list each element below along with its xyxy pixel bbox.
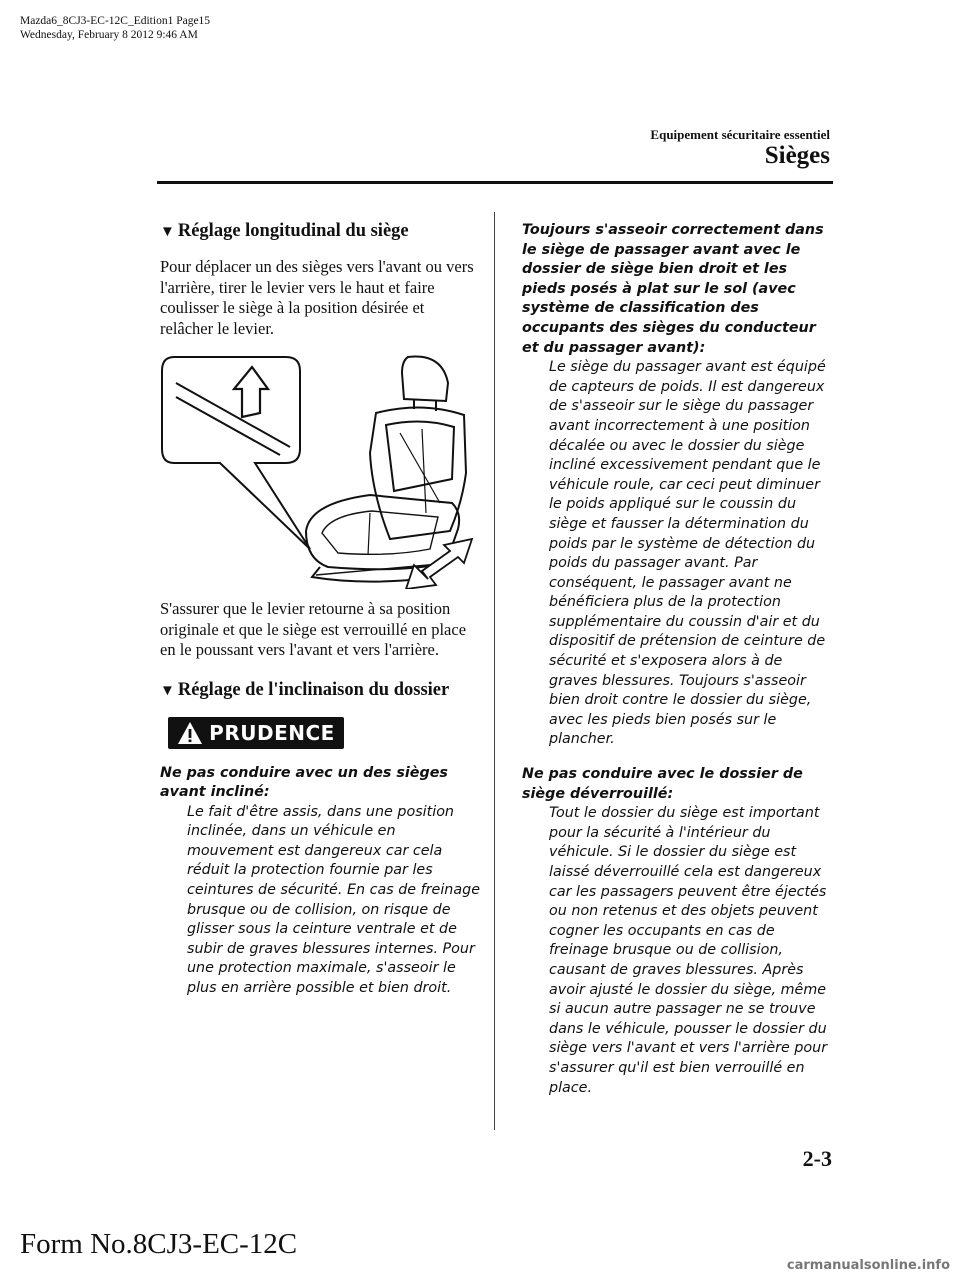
warning-posture-text: Le siège du passager avant est équipé de capteurs de poids. Il est dangereux de s'asseoir sur le siège du passager avant incorrectement à une position décalée ou avec le dossier du siège incliné excessivement pendant que le véhicule roule, car ceci peut diminuer le poids appliqué sur le coussin du siège et fausser la détermination du poids par le système de détection du poids du passager avant. Par conséquent, le passager avant ne bénéficiera plus de la protection supplémentaire du coussin d'air et du dispositif de prétension de ceinture de sécurité et s'exposera alors à de graves blessures. Toujours s'asseoir bien droit contre le dossier du siège, avec les pieds bien posés sur le plancher. [549, 359, 826, 748]
warning-reclined-text: Le fait d'être assis, dans une position inclinée, dans un véhicule en mouvement est dangereux car cela réduit la protection fournie par les ceintures de sécurité. En cas de freinage brusque ou de collision, on risque de glisser sous la ceinture ventrale et de subir de graves blessures internes. Pour une protection maximale, s'asseoir le plus en arrière possible et bien droit. [187, 803, 480, 997]
section-heading-longitudinal: ▼ Réglage longitudinal du siège [160, 221, 409, 241]
section-heading-recline: ▼ Réglage de l'inclinaison du dossier [160, 679, 450, 700]
header-rule [157, 181, 833, 184]
watermark: carmanualsonline.info [786, 1258, 950, 1273]
page-number: 2-3 [802, 1146, 832, 1171]
seat-adjustment-illustration [160, 353, 482, 589]
form-number: Form No.8CJ3-EC-12C [20, 1228, 298, 1260]
print-info [20, 14, 210, 42]
warning-triangle-icon [177, 721, 203, 745]
column-divider [494, 212, 495, 1130]
warning-posture-title: Toujours s'asseoir correctement dans le siège de passager avant avec le dossier de siège bien droit et les pieds posés à plat sur le sol (avec système de classification des occupants des sièges du conducteur et du passager avant): [522, 222, 824, 356]
print-info-date: Wednesday, February 8 2012 9:46 AM [20, 29, 198, 41]
warning-unlocked-title: Ne pas conduire avec le dossier de siège déverrouillé: [522, 766, 803, 802]
triangle-down-icon: ▼ [160, 224, 175, 240]
paragraph-longitudinal-instructions: Pour déplacer un des sièges vers l'avant ou vers l'arrière, tirer le levier vers le haut et faire coulisser le siège à la position désirée et relâcher le levier. [160, 257, 474, 338]
paragraph-lock-check: S'assurer que le levier retourne à sa position originale et que le siège est verrouillé en place en le poussant vers l'avant et vers l'arrière. [160, 599, 467, 659]
page-title: Sièges [764, 142, 830, 169]
left-column [160, 219, 480, 999]
triangle-down-icon: ▼ [160, 682, 175, 699]
print-info-file: Mazda6_8CJ3-EC-12C_Edition1 Page15 [20, 15, 211, 27]
caution-label: PRUDENCE [209, 720, 335, 745]
right-column [522, 221, 834, 1098]
section-label: Equipement sécuritaire essentiel [650, 127, 830, 142]
caution-badge [168, 717, 344, 749]
warning-unlocked-text: Tout le dossier du siège est important pour la sécurité à l'intérieur du véhicule. Si le dossier du siège est laissé déverrouillé cela est dangereux car les passagers peuvent être éjectés ou non retenus et des objets peuvent cogner les occupants en cas de freinage brusque ou de collision, causant de graves blessures. Après avoir ajusté le dossier du siège, même si aucun autre passager ne se trouve dans le véhicule, pousser le dossier du siège vers l'avant et vers l'arrière pour s'assurer qu'il est bien verrouillé en place. [549, 805, 828, 1096]
warning-reclined-title: Ne pas conduire avec un des sièges avant incliné: [160, 764, 448, 801]
